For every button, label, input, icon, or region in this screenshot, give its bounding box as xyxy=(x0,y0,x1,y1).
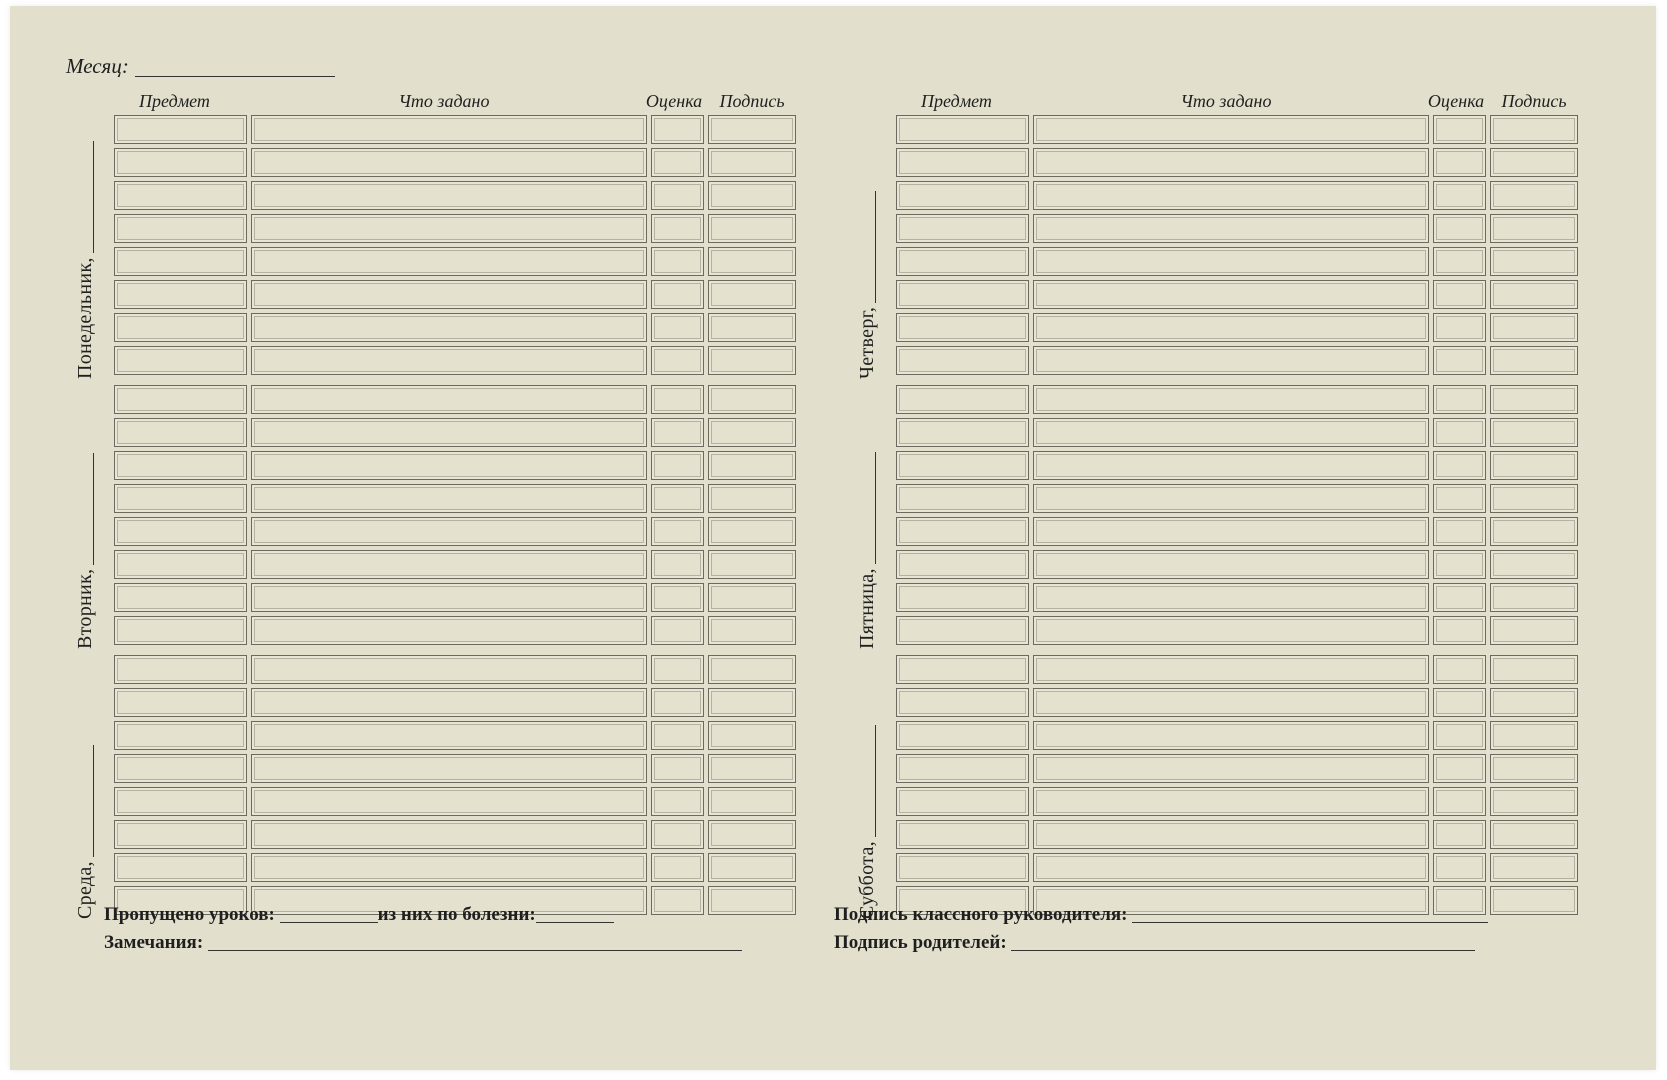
table-row xyxy=(890,616,1580,649)
task-cell[interactable] xyxy=(251,655,647,684)
task-cell[interactable] xyxy=(251,280,647,309)
task-cell[interactable] xyxy=(1033,583,1429,612)
teacher-signature-blank[interactable] xyxy=(1132,922,1488,923)
signature-cell[interactable] xyxy=(1490,688,1578,717)
grade-cell[interactable] xyxy=(651,181,704,210)
column-headers-right xyxy=(890,91,1580,115)
task-cell[interactable] xyxy=(1033,754,1429,783)
subject-cell[interactable] xyxy=(896,214,1029,243)
signature-cell[interactable] xyxy=(708,280,796,309)
grade-cell[interactable] xyxy=(1433,148,1486,177)
table-row xyxy=(108,385,798,418)
subject-cell[interactable] xyxy=(896,787,1029,816)
subject-cell[interactable] xyxy=(896,616,1029,645)
signature-cell[interactable] xyxy=(708,181,796,210)
table-row xyxy=(890,550,1580,583)
task-cell[interactable] xyxy=(1033,148,1429,177)
day-label-friday xyxy=(854,397,880,649)
task-cell[interactable] xyxy=(251,517,647,546)
subject-cell[interactable] xyxy=(114,148,247,177)
task-cell[interactable] xyxy=(251,313,647,342)
signature-cell[interactable] xyxy=(1490,517,1578,546)
subject-cell[interactable] xyxy=(896,583,1029,612)
grade-cell[interactable] xyxy=(1433,517,1486,546)
task-cell[interactable] xyxy=(1033,616,1429,645)
grade-cell[interactable] xyxy=(1433,655,1486,684)
table-row xyxy=(108,517,798,550)
signature-cell[interactable] xyxy=(1490,616,1578,645)
table-row xyxy=(108,583,798,616)
subject-cell[interactable] xyxy=(896,517,1029,546)
task-cell[interactable] xyxy=(251,214,647,243)
grade-cell[interactable] xyxy=(1433,451,1486,480)
parent-signature-blank[interactable] xyxy=(1011,950,1475,951)
task-cell[interactable] xyxy=(251,616,647,645)
missed-lessons-field xyxy=(104,904,614,926)
table-row xyxy=(890,181,1580,214)
task-cell[interactable] xyxy=(251,484,647,513)
header-signature: Подпись xyxy=(1501,91,1567,111)
subject-cell[interactable] xyxy=(896,247,1029,276)
grade-cell[interactable] xyxy=(1433,616,1486,645)
table-row xyxy=(890,853,1580,886)
subject-cell[interactable] xyxy=(114,655,247,684)
task-cell[interactable] xyxy=(1033,385,1429,414)
subject-cell[interactable] xyxy=(114,721,247,750)
subject-cell[interactable] xyxy=(114,517,247,546)
signature-cell[interactable] xyxy=(1490,754,1578,783)
subject-cell[interactable] xyxy=(896,181,1029,210)
signature-cell[interactable] xyxy=(1490,280,1578,309)
subject-cell[interactable] xyxy=(896,820,1029,849)
sick-blank[interactable] xyxy=(536,922,614,923)
grade-cell[interactable] xyxy=(651,853,704,882)
grade-cell[interactable] xyxy=(651,346,704,375)
table-row xyxy=(108,418,798,451)
task-cell[interactable] xyxy=(1033,247,1429,276)
signature-cell[interactable] xyxy=(708,550,796,579)
subject-cell[interactable] xyxy=(114,214,247,243)
task-cell[interactable] xyxy=(1033,214,1429,243)
grade-cell[interactable] xyxy=(1433,346,1486,375)
grade-cell[interactable] xyxy=(1433,181,1486,210)
subject-cell[interactable] xyxy=(896,721,1029,750)
subject-cell[interactable] xyxy=(114,280,247,309)
table-row xyxy=(890,115,1580,148)
day-block-wednesday xyxy=(74,655,798,919)
task-cell[interactable] xyxy=(251,247,647,276)
table-row xyxy=(108,115,798,148)
table-row xyxy=(108,616,798,649)
task-cell[interactable] xyxy=(251,583,647,612)
subject-cell[interactable] xyxy=(114,115,247,144)
day-block-saturday xyxy=(856,655,1580,919)
signature-cell[interactable] xyxy=(708,115,796,144)
grade-cell[interactable] xyxy=(651,721,704,750)
signature-cell[interactable] xyxy=(708,451,796,480)
subject-cell[interactable] xyxy=(896,385,1029,414)
subject-cell[interactable] xyxy=(896,853,1029,882)
table-row xyxy=(890,721,1580,754)
signature-cell[interactable] xyxy=(708,616,796,645)
signature-cell[interactable] xyxy=(708,214,796,243)
grade-cell[interactable] xyxy=(1433,853,1486,882)
task-cell[interactable] xyxy=(1033,721,1429,750)
signature-cell[interactable] xyxy=(708,418,796,447)
grade-cell[interactable] xyxy=(1433,787,1486,816)
grade-cell[interactable] xyxy=(1433,721,1486,750)
grade-cell[interactable] xyxy=(651,583,704,612)
signature-cell[interactable] xyxy=(708,721,796,750)
subject-cell[interactable] xyxy=(114,346,247,375)
grade-cell[interactable] xyxy=(1433,214,1486,243)
signature-cell[interactable] xyxy=(708,754,796,783)
grade-cell[interactable] xyxy=(1433,484,1486,513)
teacher-signature-label: Подпись классного руководителя: xyxy=(834,904,1128,925)
signature-cell[interactable] xyxy=(1490,385,1578,414)
table-row xyxy=(108,247,798,280)
missed-lessons-label: Пропущено уроков: xyxy=(104,904,275,925)
task-cell[interactable] xyxy=(1033,280,1429,309)
grade-cell[interactable] xyxy=(651,484,704,513)
grade-cell[interactable] xyxy=(651,886,704,915)
subject-cell[interactable] xyxy=(114,181,247,210)
day-label-tuesday xyxy=(72,397,98,649)
grade-cell[interactable] xyxy=(651,247,704,276)
day-name: Понедельник, xyxy=(74,257,96,379)
signature-cell[interactable] xyxy=(708,688,796,717)
remarks-label: Замечания: xyxy=(104,932,204,953)
task-cell[interactable] xyxy=(251,787,647,816)
grade-cell[interactable] xyxy=(651,313,704,342)
signature-cell[interactable] xyxy=(708,820,796,849)
date-blank-line[interactable] xyxy=(875,452,876,564)
task-cell[interactable] xyxy=(251,754,647,783)
subject-cell[interactable] xyxy=(114,247,247,276)
day-name: Суббота, xyxy=(856,841,878,919)
signature-cell[interactable] xyxy=(708,886,796,915)
grade-cell[interactable] xyxy=(1433,385,1486,414)
subject-cell[interactable] xyxy=(114,451,247,480)
table-row xyxy=(108,313,798,346)
grade-cell[interactable] xyxy=(651,451,704,480)
task-cell[interactable] xyxy=(251,688,647,717)
task-cell[interactable] xyxy=(1033,550,1429,579)
signature-cell[interactable] xyxy=(708,313,796,342)
date-blank-line[interactable] xyxy=(93,453,94,565)
grade-cell[interactable] xyxy=(651,115,704,144)
signature-cell[interactable] xyxy=(1490,181,1578,210)
header-grade: Оценка xyxy=(645,91,703,111)
table-row xyxy=(108,451,798,484)
signature-cell[interactable] xyxy=(1490,247,1578,276)
signature-cell[interactable] xyxy=(1490,451,1578,480)
grade-cell[interactable] xyxy=(651,754,704,783)
day-block-monday xyxy=(74,115,798,379)
grade-cell[interactable] xyxy=(651,787,704,816)
signature-cell[interactable] xyxy=(1490,886,1578,915)
day-name: Пятница, xyxy=(856,568,878,649)
task-cell[interactable] xyxy=(251,346,647,375)
header-task: Что задано xyxy=(1180,91,1272,111)
grade-cell[interactable] xyxy=(1433,820,1486,849)
table-row xyxy=(890,148,1580,181)
month-label: Месяц: xyxy=(66,54,129,78)
table-row xyxy=(108,484,798,517)
task-cell[interactable] xyxy=(1033,115,1429,144)
table-row xyxy=(890,655,1580,688)
header-signature: Подпись xyxy=(719,91,785,111)
day-label-monday xyxy=(72,127,98,379)
day-block-tuesday xyxy=(74,385,798,649)
subject-cell[interactable] xyxy=(114,418,247,447)
signature-cell[interactable] xyxy=(1490,148,1578,177)
signature-cell[interactable] xyxy=(1490,820,1578,849)
table-row xyxy=(108,181,798,214)
table-row xyxy=(890,451,1580,484)
grade-cell[interactable] xyxy=(651,385,704,414)
task-cell[interactable] xyxy=(1033,853,1429,882)
task-cell[interactable] xyxy=(1033,181,1429,210)
task-cell[interactable] xyxy=(251,451,647,480)
grade-cell[interactable] xyxy=(651,517,704,546)
parent-signature-label: Подпись родителей: xyxy=(834,932,1007,953)
table-row xyxy=(108,820,798,853)
task-cell[interactable] xyxy=(251,820,647,849)
missed-lessons-blank[interactable] xyxy=(280,922,378,923)
table-row xyxy=(890,280,1580,313)
signature-cell[interactable] xyxy=(708,853,796,882)
grade-cell[interactable] xyxy=(651,688,704,717)
date-blank-line[interactable] xyxy=(93,141,94,253)
task-cell[interactable] xyxy=(1033,313,1429,342)
task-cell[interactable] xyxy=(251,115,647,144)
parent-signature-field xyxy=(834,932,1475,954)
signature-cell[interactable] xyxy=(1490,787,1578,816)
day-name: Четверг, xyxy=(856,306,878,379)
signature-cell[interactable] xyxy=(1490,346,1578,375)
signature-cell[interactable] xyxy=(1490,583,1578,612)
day-name: Вторник, xyxy=(74,568,96,649)
subject-cell[interactable] xyxy=(896,346,1029,375)
task-cell[interactable] xyxy=(251,418,647,447)
signature-cell[interactable] xyxy=(708,247,796,276)
signature-cell[interactable] xyxy=(708,148,796,177)
table-row xyxy=(890,583,1580,616)
table-row xyxy=(108,853,798,886)
subject-cell[interactable] xyxy=(896,148,1029,177)
table-row xyxy=(108,214,798,247)
signature-cell[interactable] xyxy=(1490,721,1578,750)
subject-cell[interactable] xyxy=(896,688,1029,717)
table-row xyxy=(890,787,1580,820)
task-cell[interactable] xyxy=(251,385,647,414)
subject-cell[interactable] xyxy=(896,484,1029,513)
table-row xyxy=(890,313,1580,346)
day-label-thursday xyxy=(854,127,880,379)
task-cell[interactable] xyxy=(251,148,647,177)
signature-cell[interactable] xyxy=(1490,853,1578,882)
signature-cell[interactable] xyxy=(1490,115,1578,144)
table-row xyxy=(108,550,798,583)
table-row xyxy=(108,280,798,313)
table-row xyxy=(108,346,798,379)
subject-cell[interactable] xyxy=(114,688,247,717)
task-cell[interactable] xyxy=(251,550,647,579)
subject-cell[interactable] xyxy=(896,418,1029,447)
date-blank-line[interactable] xyxy=(875,191,876,303)
task-cell[interactable] xyxy=(1033,820,1429,849)
grade-cell[interactable] xyxy=(1433,280,1486,309)
grade-cell[interactable] xyxy=(651,550,704,579)
subject-cell[interactable] xyxy=(114,583,247,612)
task-cell[interactable] xyxy=(1033,655,1429,684)
subject-cell[interactable] xyxy=(114,385,247,414)
table-row xyxy=(890,385,1580,418)
column-headers-left xyxy=(108,91,798,115)
task-cell[interactable] xyxy=(1033,688,1429,717)
signature-cell[interactable] xyxy=(1490,655,1578,684)
subject-cell[interactable] xyxy=(114,754,247,783)
signature-cell[interactable] xyxy=(708,385,796,414)
date-blank-line[interactable] xyxy=(875,725,876,837)
table-row xyxy=(890,517,1580,550)
diary-sheet xyxy=(10,6,1656,1070)
day-block-thursday xyxy=(856,115,1580,379)
signature-cell[interactable] xyxy=(1490,313,1578,342)
table-row xyxy=(108,148,798,181)
task-cell[interactable] xyxy=(1033,517,1429,546)
table-row xyxy=(108,787,798,820)
subject-cell[interactable] xyxy=(896,754,1029,783)
month-field xyxy=(66,54,335,79)
grade-cell[interactable] xyxy=(1433,754,1486,783)
subject-cell[interactable] xyxy=(896,313,1029,342)
grade-cell[interactable] xyxy=(1433,115,1486,144)
signature-cell[interactable] xyxy=(1490,418,1578,447)
day-label-saturday xyxy=(854,667,880,919)
signature-cell[interactable] xyxy=(708,346,796,375)
subject-cell[interactable] xyxy=(896,280,1029,309)
remarks-field xyxy=(104,932,742,954)
signature-cell[interactable] xyxy=(708,583,796,612)
grade-cell[interactable] xyxy=(651,418,704,447)
task-cell[interactable] xyxy=(1033,484,1429,513)
grade-cell[interactable] xyxy=(651,214,704,243)
task-cell[interactable] xyxy=(251,721,647,750)
header-grade: Оценка xyxy=(1427,91,1485,111)
subject-cell[interactable] xyxy=(114,313,247,342)
subject-cell[interactable] xyxy=(896,655,1029,684)
task-cell[interactable] xyxy=(1033,787,1429,816)
table-row xyxy=(890,346,1580,379)
signature-cell[interactable] xyxy=(1490,550,1578,579)
table-row xyxy=(108,688,798,721)
day-block-friday xyxy=(856,385,1580,649)
subject-cell[interactable] xyxy=(114,853,247,882)
subject-cell[interactable] xyxy=(896,550,1029,579)
subject-cell[interactable] xyxy=(114,616,247,645)
signature-cell[interactable] xyxy=(708,517,796,546)
day-name: Среда, xyxy=(74,861,96,919)
grade-cell[interactable] xyxy=(1433,583,1486,612)
header-task: Что задано xyxy=(398,91,490,111)
table-row xyxy=(890,754,1580,787)
grade-cell[interactable] xyxy=(651,820,704,849)
remarks-blank[interactable] xyxy=(208,950,742,951)
grade-cell[interactable] xyxy=(1433,688,1486,717)
header-subject: Предмет xyxy=(921,91,992,111)
task-cell[interactable] xyxy=(1033,451,1429,480)
table-row xyxy=(890,820,1580,853)
signature-cell[interactable] xyxy=(708,787,796,816)
grade-cell[interactable] xyxy=(651,280,704,309)
subject-cell[interactable] xyxy=(114,820,247,849)
task-cell[interactable] xyxy=(1033,346,1429,375)
table-row xyxy=(890,688,1580,721)
signature-cell[interactable] xyxy=(708,484,796,513)
grade-cell[interactable] xyxy=(1433,247,1486,276)
grade-cell[interactable] xyxy=(1433,313,1486,342)
table-row xyxy=(890,247,1580,280)
teacher-signature-field xyxy=(834,904,1488,926)
table-row xyxy=(890,418,1580,451)
day-label-wednesday xyxy=(72,667,98,919)
grade-cell[interactable] xyxy=(651,655,704,684)
task-cell[interactable] xyxy=(1033,418,1429,447)
subject-cell[interactable] xyxy=(114,550,247,579)
table-row xyxy=(108,655,798,688)
table-row xyxy=(890,484,1580,517)
grade-cell[interactable] xyxy=(651,616,704,645)
grade-cell[interactable] xyxy=(1433,550,1486,579)
grade-cell[interactable] xyxy=(1433,418,1486,447)
signature-cell[interactable] xyxy=(1490,214,1578,243)
task-cell[interactable] xyxy=(251,181,647,210)
subject-cell[interactable] xyxy=(114,484,247,513)
header-subject: Предмет xyxy=(139,91,210,111)
grade-cell[interactable] xyxy=(651,148,704,177)
subject-cell[interactable] xyxy=(896,451,1029,480)
table-row xyxy=(890,214,1580,247)
subject-cell[interactable] xyxy=(114,787,247,816)
table-row xyxy=(108,721,798,754)
table-row xyxy=(108,754,798,787)
task-cell[interactable] xyxy=(251,853,647,882)
date-blank-line[interactable] xyxy=(93,745,94,857)
signature-cell[interactable] xyxy=(708,655,796,684)
signature-cell[interactable] xyxy=(1490,484,1578,513)
subject-cell[interactable] xyxy=(896,115,1029,144)
month-blank-line[interactable] xyxy=(135,76,335,77)
sick-label: из них по болезни: xyxy=(377,904,536,925)
